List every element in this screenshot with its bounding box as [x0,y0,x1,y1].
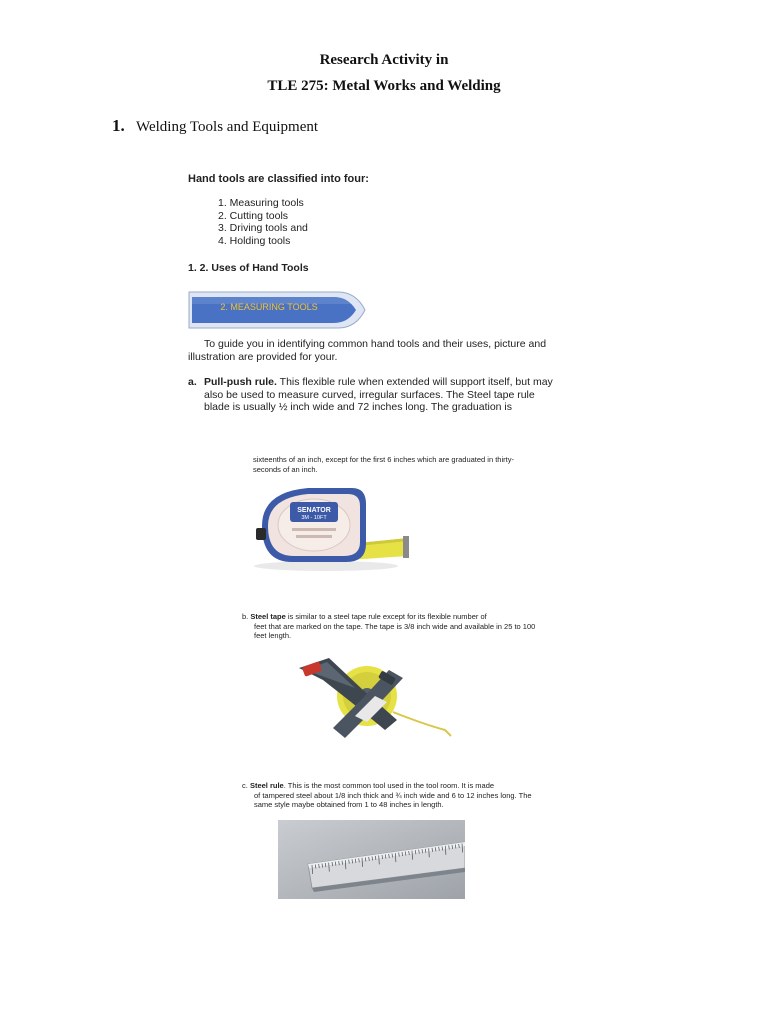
list-item: 2. Cutting tools [218,209,289,222]
item-a-text: This flexible rule when extended will support itself, but may also be used to measure curved, irregular surfaces. The Steel tape rule blade is usually ½ inch wide and 72 inches long. The graduation is [204,376,553,413]
item-b-paragraph [242,612,542,641]
document-title-line-2: TLE 275: Metal Works and Welding [267,78,501,94]
steel-rule-image [278,820,465,899]
tape-measure-image [248,478,418,574]
guide-paragraph: To guide you in identifying common hand tools and their uses, picture and illustration are provided for your. [188,338,547,363]
item-a-marker: a. [188,376,197,388]
item-c-marker: c. [242,781,248,790]
item-c-name: Steel rule [249,781,284,790]
item-a-name: Pull-push rule. [204,376,277,388]
list-item: 3. Driving tools and [218,222,308,235]
item-c-paragraph [242,781,542,810]
item-a-paragraph [204,376,556,414]
list-item: 4. Holding tools [218,234,291,247]
steel-tape-image [293,650,455,742]
tape-brand-text: SENATOR [297,507,331,514]
item-b-name: Steel tape [250,612,286,621]
item-c-text-rest: of tampered steel about 1/8 inch thick and ¾ inch wide and 6 to 12 inches long. The same style maybe obtained from 1 to 48 inches in length. [254,790,532,809]
section-title: Welding Tools and Equipment [136,119,319,135]
hand-tools-list [218,197,308,247]
item-b-text-first: is similar to a steel tape rule except for its flexible number of [285,612,487,621]
uses-heading: 1. 2. Uses of Hand Tools [188,262,309,274]
item-b-marker: b. [242,612,249,621]
list-item: 1. Measuring tools [218,197,304,209]
item-c-text-first: . This is the most common tool used in the tool room. It is made [283,781,495,790]
banner-label: 2. MEASURING TOOLS [220,302,318,312]
document-title-line-1: Research Activity in [319,52,449,68]
hand-tools-heading: Hand tools are classified into four: [188,173,369,185]
item-a-continuation: sixteenths of an inch, except for the first 6 inches which are graduated in thirty-seconds of an inch. [253,455,514,474]
section-number: 1. [112,116,125,135]
tape-size-text: 3M - 10FT [301,515,327,521]
item-b-text-rest: feet that are marked on the tape. The tape is 3/8 inch wide and available in 25 to 100 feet length. [254,621,536,640]
